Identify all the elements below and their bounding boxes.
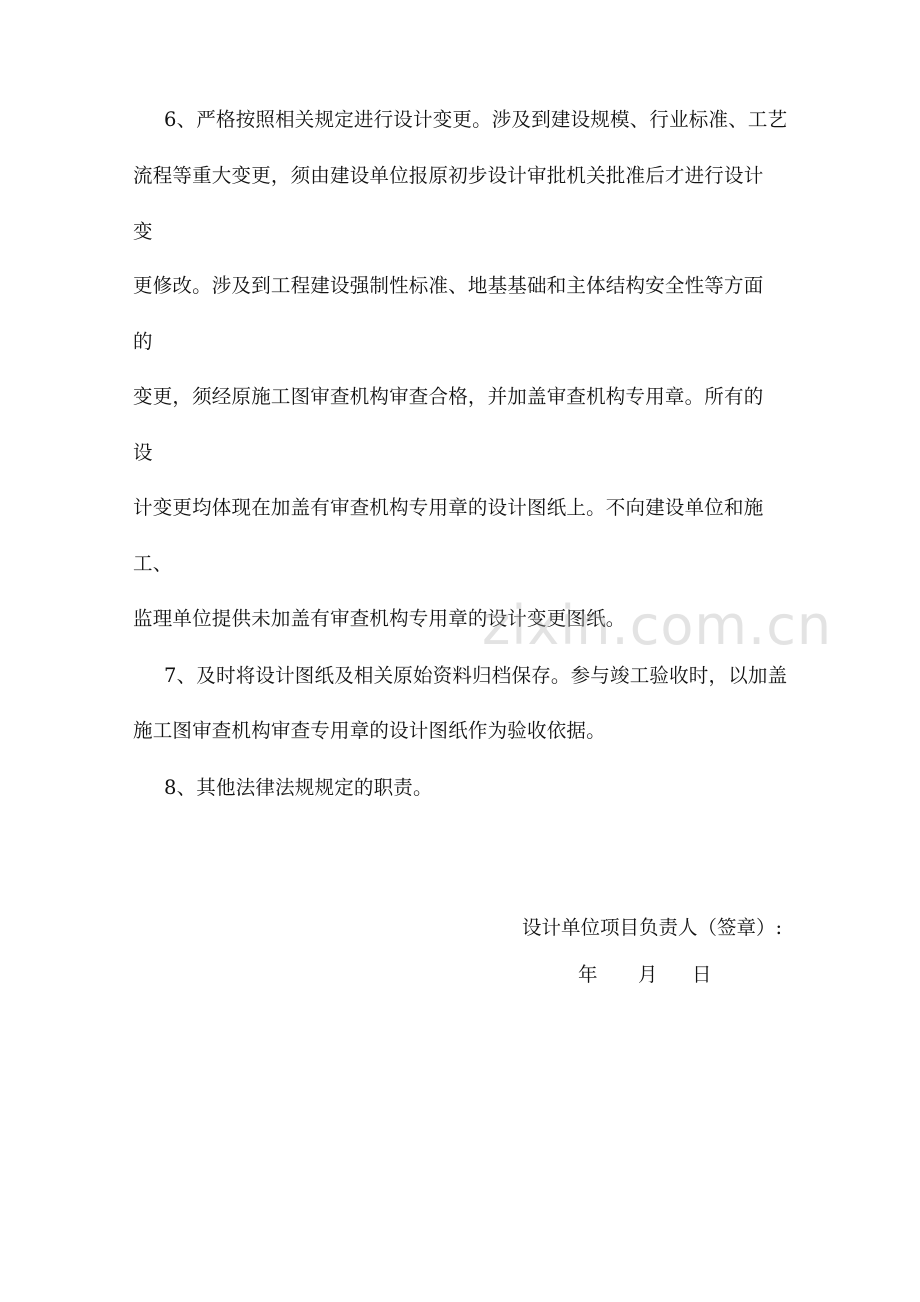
paragraph-6-line-2: 流程等重大变更，须由建设单位报原初步设计审批机关批准后才进行设计: [133, 164, 764, 187]
paragraph-8-line-1: 8、其他法律法规规定的职责。: [164, 776, 433, 799]
paragraph-6-line-4: 更修改。涉及到工程建设强制性标准、地基基础和主体结构安全性等方面: [133, 274, 764, 297]
paragraph-6-line-7: 设: [133, 441, 153, 464]
signature-label: 设计单位项目负责人（签章）:: [522, 916, 783, 939]
paragraph-6-line-6: 变更，须经原施工图审查机构审查合格，并加盖审查机构专用章。所有的: [133, 385, 764, 408]
paragraph-6-line-1: 6、严格按照相关规定进行设计变更。涉及到建设规模、行业标准、工艺: [164, 108, 788, 131]
site-watermark: zixin.com.cn: [482, 594, 833, 657]
paragraph-6-line-3: 变: [133, 220, 153, 243]
paragraph-7-line-1: 7、及时将设计图纸及相关原始资料归档保存。参与竣工验收时，以加盖: [164, 664, 788, 687]
paragraph-6-line-5: 的: [133, 330, 153, 353]
date-month-label: 月: [638, 963, 658, 986]
paragraph-7-line-2: 施工图审查机构审查专用章的设计图纸作为验收依据。: [133, 719, 606, 742]
date-year-label: 年: [578, 963, 598, 986]
paragraph-6-line-9: 工、: [133, 552, 173, 575]
paragraph-6-line-8: 计变更均体现在加盖有审查机构专用章的设计图纸上。不向建设单位和施: [133, 496, 764, 519]
paragraph-6-line-10: 监理单位提供未加盖有审查机构专用章的设计变更图纸。: [133, 607, 626, 630]
date-day-label: 日: [692, 963, 712, 986]
